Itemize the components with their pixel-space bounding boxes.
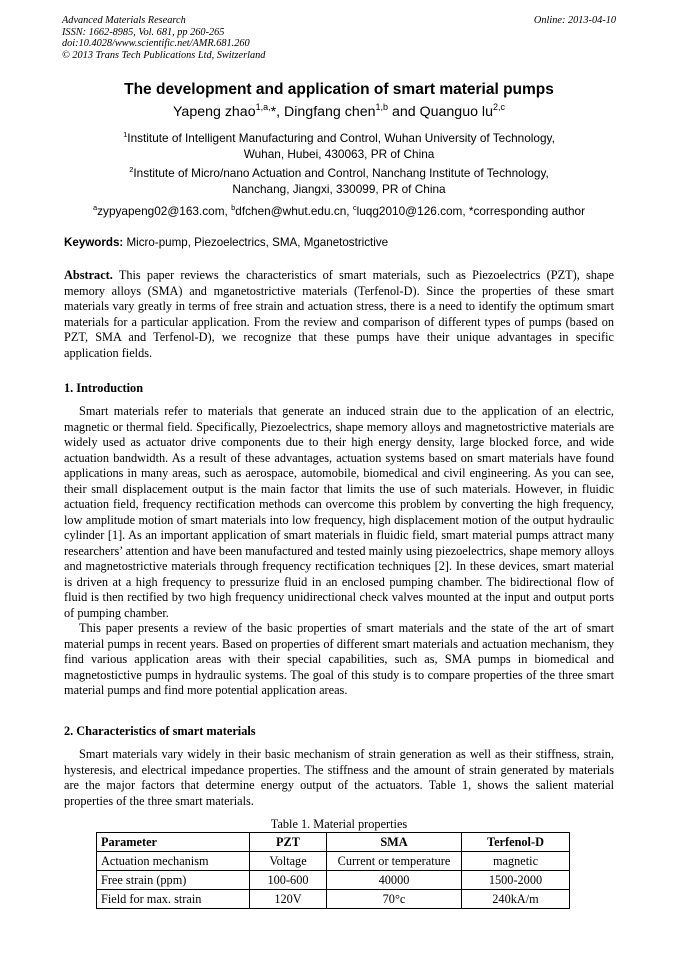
table-cell: Voltage	[250, 852, 327, 871]
table-header-cell: Parameter	[97, 833, 250, 852]
table-header-cell: SMA	[327, 833, 462, 852]
journal-header	[62, 15, 265, 61]
section-2-body	[64, 747, 614, 809]
section-2-heading: 2. Characteristics of smart materials	[64, 724, 256, 738]
journal-name: Advanced Materials Research	[62, 15, 186, 26]
abstract	[64, 268, 614, 361]
table-cell: Field for max. strain	[97, 890, 250, 909]
affiliation-2: $^2$Institute of Micro/nano Actuation and Control, Nanchang Institute of Technology, Nanchang, Jiangxi, 330099, PR of China	[129, 165, 549, 196]
author-name: Yapeng zhao	[173, 104, 256, 120]
keywords-label: Keywords:	[64, 236, 124, 249]
table-cell: Actuation mechanism	[97, 852, 250, 871]
paper-title: The development and application of smart material pumps	[124, 81, 554, 98]
table-cell: 240kA/m	[462, 890, 570, 909]
table-cell: 100-600	[250, 871, 327, 890]
doi-line: doi:10.4028/www.scientific.net/AMR.681.260	[62, 38, 250, 50]
table-cell: magnetic	[462, 852, 570, 871]
abstract-label: Abstract.	[64, 268, 113, 282]
table-row	[97, 871, 570, 890]
table-cell: 70°c	[327, 890, 462, 909]
table-cell: 120V	[250, 890, 327, 909]
author-emails: $^a$zypyapeng02@163.com, $^b$dfchen@whut.edu.cn, $^c$luqg2010@126.com, *corresponding author	[92, 203, 586, 218]
table-header-cell: Terfenol-D	[462, 833, 570, 852]
keywords	[64, 236, 388, 249]
material-properties-table	[96, 832, 570, 909]
table-cell: Current or temperature	[327, 852, 462, 871]
keywords-text: Micro-pump, Piezoelectrics, SMA, Mganetostrictive	[126, 236, 389, 249]
table-header-cell: PZT	[250, 833, 327, 852]
author-name: Dingfang chen	[284, 104, 376, 120]
abstract-text: This paper reviews the characteristics of smart materials, such as Piezoelectrics (PZT), shape memory alloys (SMA) and mganetostrictive materials (Terfenol-D). Since the properties of these smart materials vary greatly in terms of free strain and actuation stress, there is a need to identify the optimum smart materials for a particular application. From the review and comparison of different types of pumps (based on PZT, SMA and Terfenol-D), we recognize that these pumps have their unique advantages in specific application fields.	[64, 268, 615, 360]
section-1-heading: 1. Introduction	[64, 381, 144, 395]
table-caption: Table 1. Material properties	[270, 817, 408, 831]
author-list: Yapeng zhao$^{1,a,}$*, Dingfang chen$^{1,b}$ and Quanguo lu$^{2,c}$	[173, 102, 505, 120]
table-header-row	[97, 833, 570, 852]
author-name: Quanguo lu	[419, 104, 493, 120]
table-row	[97, 890, 570, 909]
online-date: Online: 2013-04-10	[533, 15, 616, 26]
table-cell: 40000	[327, 871, 462, 890]
issn-line: ISSN: 1662-8985, Vol. 681, pp 260-265	[62, 26, 225, 38]
copyright-line: © 2013 Trans Tech Publications Ltd, Switzerland	[62, 49, 266, 61]
table-cell: Free strain (ppm)	[97, 871, 250, 890]
table-row	[97, 852, 570, 871]
affiliation-1: $^1$Institute of Intelligent Manufacturing and Control, Wuhan University of Technology, Wuhan, Hubei, 430063, PR of China	[123, 130, 555, 161]
paragraph: Smart materials refer to materials that generate an induced strain due to the application of an electric, magnetic or thermal field. Specifically, Piezoelectrics, shape memory alloys and magnetostrictive materials are widely used as actuator drive components due to their high energy density, large blocked force, and wide actuation bandwidth. As a result of these advantages, actuation systems based on smart materials have found applications in many areas, such as aerospace, automobile, biomedical and civil engineering. As you can see, their small displacement output is the main factor that limits the use of such materials. However, in fluidic actuation field, frequency rectification methods can overcome this problem by converting the high frequency, low amplitude motion of smart materials into low frequency, high displacement motion of the output hydraulic cylinder [1]. As an important application of smart materials in fluidic field, smart material pumps attract many researchers’ attention and have been manufactured and tested mainly using piezoelectrics, shape memory alloys and magnetostrictive materials through frequency rectification techniques [2]. In these devices, smart material is driven at a high frequency to pressurize fluid in an enclosed pumping chamber. The bidirectional flow of fluid is then rectified by two high frequency unidirectional check valves mounted at the input and output ports of pumping chamber.	[64, 404, 614, 620]
paragraph: Smart materials vary widely in their basic mechanism of strain generation as well as their stiffness, strain, hysteresis, and electrical impedance properties. The stiffness and the amount of strain generated by materials are the major factors that determine energy output of the actuators. Table 1, shows the salient material properties of the three smart materials.	[64, 747, 614, 808]
paragraph: This paper presents a review of the basic properties of smart materials and the state of the art of smart material pumps in recent years. Based on properties of different smart materials and actuation mechanism, they find various application areas with their special capabilities, such as, SMA pumps in biomedical and magnetostictive pumps in hydraulic systems. The goal of this study is to compare properties of the three smart material pumps and find more potential application areas.	[64, 621, 614, 697]
table-cell: 1500-2000	[462, 871, 570, 890]
section-1-body	[64, 404, 614, 699]
